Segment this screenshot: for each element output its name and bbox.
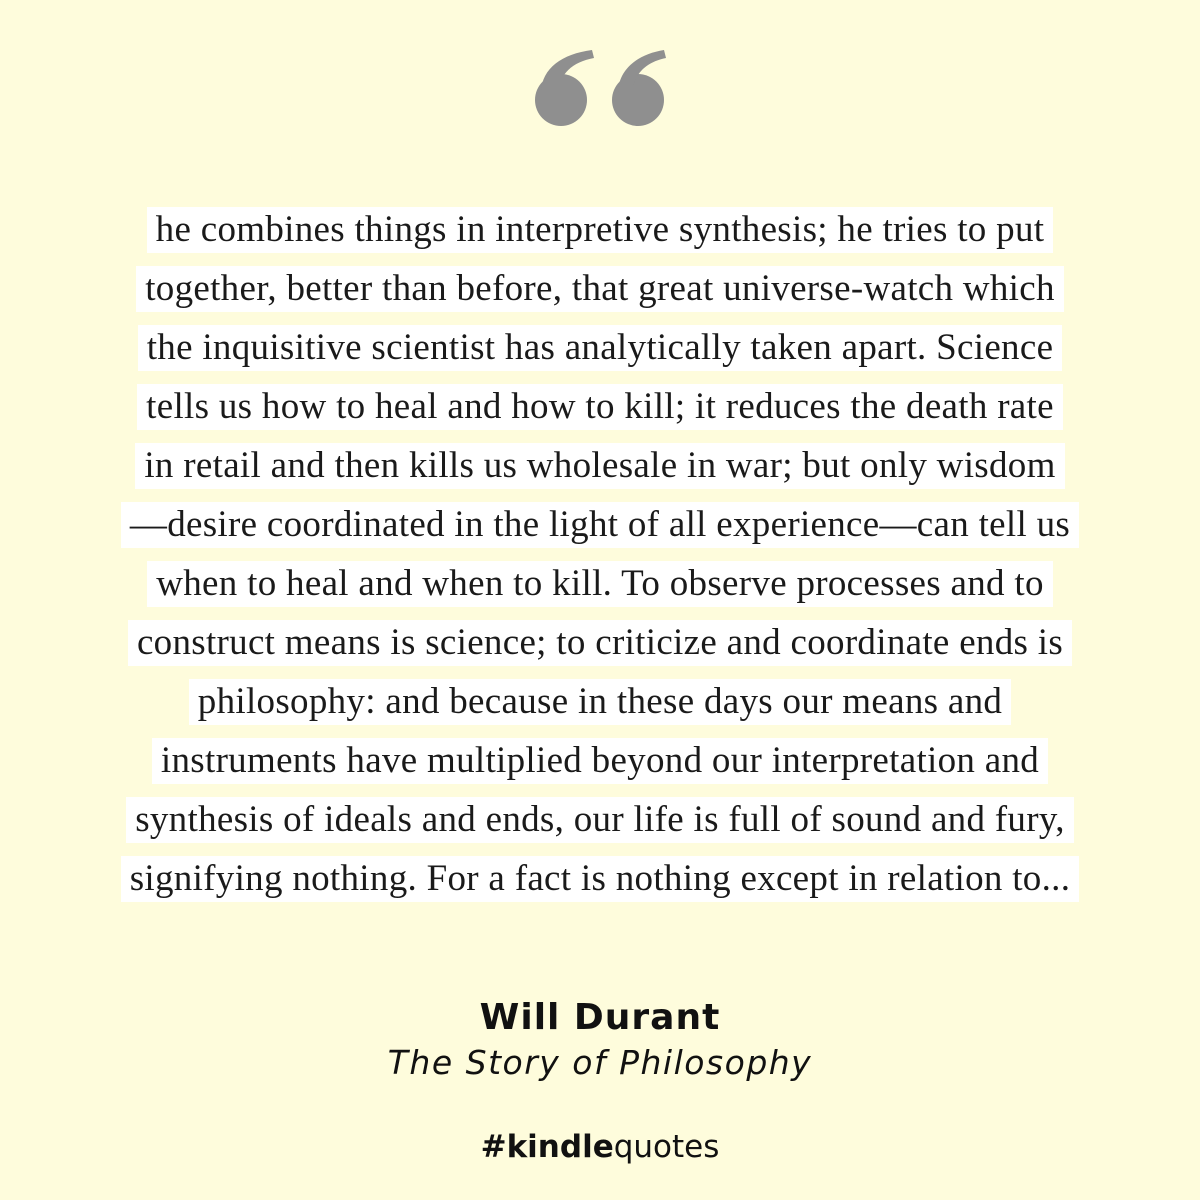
author-name: Will Durant (479, 997, 721, 1038)
quote-mark-icon (534, 48, 666, 128)
quote-line: synthesis of ideals and ends, our life is full of sound and fury, (0, 797, 1200, 856)
hashtag-light-part: quotes (613, 1129, 720, 1165)
hashtag-bold-part: #kindle (480, 1129, 614, 1165)
quote-line: he combines things in interpretive synthesis; he tries to put (0, 207, 1200, 266)
quote-line: when to heal and when to kill. To observe processes and to (0, 561, 1200, 620)
quote-line: in retail and then kills us wholesale in war; but only wisdom (0, 443, 1200, 502)
book-title: The Story of Philosophy (387, 1043, 813, 1082)
quote-line: —desire coordinated in the light of all experience—can tell us (0, 502, 1200, 561)
quote-text (0, 207, 1200, 915)
quote-line: signifying nothing. For a fact is nothing except in relation to... (0, 856, 1200, 915)
quote-line: together, better than before, that great universe-watch which (0, 266, 1200, 325)
quote-line: tells us how to heal and how to kill; it reduces the death rate (0, 384, 1200, 443)
quote-line: construct means is science; to criticize and coordinate ends is (0, 620, 1200, 679)
kindle-quotes-hashtag (0, 1124, 1200, 1170)
quote-line: instruments have multiplied beyond our interpretation and (0, 738, 1200, 797)
quote-line: the inquisitive scientist has analytically taken apart. Science (0, 325, 1200, 384)
quote-line: philosophy: and because in these days our means and (0, 679, 1200, 738)
